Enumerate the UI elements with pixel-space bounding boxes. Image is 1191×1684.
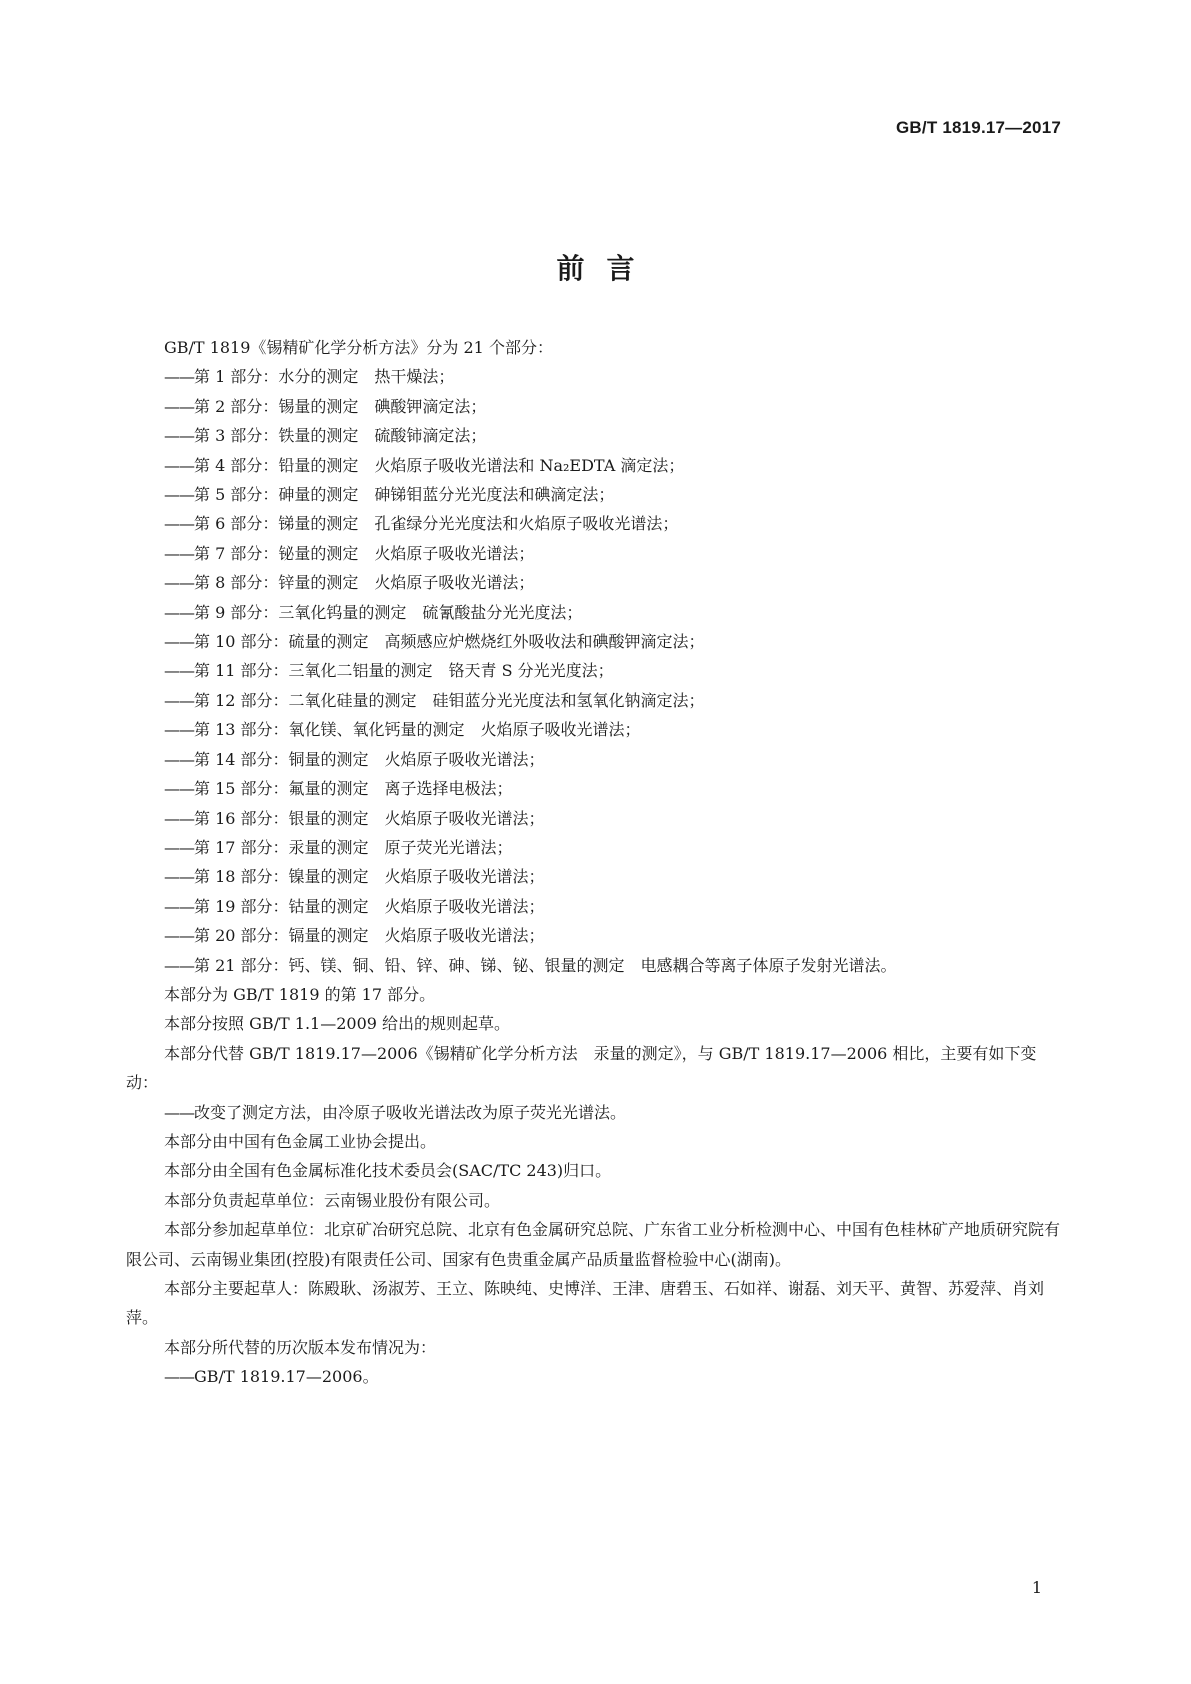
list-item: ——第 20 部分：镉量的测定 火焰原子吸收光谱法； [164,926,545,946]
list-item: ——第 21 部分：钙、镁、铜、铅、锌、砷、锑、铋、银量的测定 电感耦合等离子体原子发射光谱法。 [164,955,897,975]
page-number: 1 [1031,1578,1042,1597]
parts-list [126,362,1063,980]
list-item: ——第 8 部分：锌量的测定 火焰原子吸收光谱法； [164,573,535,593]
list-item: ——第 5 部分：砷量的测定 砷锑钼蓝分光光度法和碘滴定法； [164,485,615,505]
list-item: ——第 7 部分：铋量的测定 火焰原子吸收光谱法； [164,543,535,563]
list-item: ——第 16 部分：银量的测定 火焰原子吸收光谱法； [164,808,545,828]
list-item: ——第 14 部分：铜量的测定 火焰原子吸收光谱法； [164,749,545,769]
paragraph-participating-units: 本部分参加起草单位：北京矿冶研究总院、北京有色金属研究总院、广东省工业分析检测中心、中国有色桂林矿产地质研究院有限公司、云南锡业集团(控股)有限责任公司、国家有色贵重金属产品质量监督检验中心(湖南)。 [126,1220,1061,1269]
list-item: ——第 15 部分：氟量的测定 离子选择电极法； [164,779,513,799]
paragraph-proposed-by: 本部分由中国有色金属工业协会提出。 [164,1131,437,1151]
list-item: ——第 3 部分：铁量的测定 硫酸铈滴定法； [164,426,487,446]
paragraph-replaces: 本部分代替 GB/T 1819.17—2006《锡精矿化学分析方法 汞量的测定》，与 GB/T 1819.17—2006 相比，主要有如下变动： [126,1043,1037,1093]
list-item: ——第 6 部分：锑量的测定 孔雀绿分光光度法和火焰原子吸收光谱法； [164,514,679,534]
list-item: ——第 1 部分：水分的测定 热干燥法； [164,367,455,387]
list-item: ——第 19 部分：钴量的测定 火焰原子吸收光谱法； [164,896,545,916]
paragraph-drafting-rules: 本部分按照 GB/T 1.1—2009 给出的规则起草。 [164,1014,511,1034]
paragraph-part-number: 本部分为 GB/T 1819 的第 17 部分。 [164,984,436,1004]
history-item: ——GB/T 1819.17—2006。 [164,1367,379,1387]
list-item: ——第 9 部分：三氧化钨量的测定 硫氰酸盐分光光度法； [164,602,583,622]
list-item: ——第 10 部分：硫量的测定 高频感应炉燃烧红外吸收法和碘酸钾滴定法； [164,632,705,652]
document-body [126,333,1063,1392]
standard-code: GB/T 1819.17—2017 [896,118,1061,137]
list-item: ——第 12 部分：二氧化硅量的测定 硅钼蓝分光光度法和氢氧化钠滴定法； [164,690,705,710]
list-item: ——第 11 部分：三氧化二铝量的测定 铬天青 S 分光光度法； [164,661,614,681]
page-title: 前言 [556,251,657,285]
paragraph-centralized-by: 本部分由全国有色金属标准化技术委员会(SAC/TC 243)归口。 [164,1161,612,1181]
list-item: ——第 4 部分：铅量的测定 火焰原子吸收光谱法和 Na₂EDTA 滴定法； [164,455,685,475]
paragraph-version-history: 本部分所代替的历次版本发布情况为： [164,1337,437,1357]
intro-paragraph: GB/T 1819《锡精矿化学分析方法》分为 21 个部分： [164,338,553,357]
paragraph-main-drafters: 本部分主要起草人：陈殿耿、汤淑芳、王立、陈映纯、史博洋、王津、唐碧玉、石如祥、谢磊、刘天平、黄智、苏爱萍、肖刘萍。 [126,1279,1045,1328]
list-item: ——第 2 部分：锡量的测定 碘酸钾滴定法； [164,396,487,416]
list-item: ——第 18 部分：镍量的测定 火焰原子吸收光谱法； [164,867,545,887]
list-item: ——第 17 部分：汞量的测定 原子荧光光谱法； [164,837,513,857]
change-item: ——改变了测定方法，由冷原子吸收光谱法改为原子荧光光谱法。 [164,1102,627,1122]
list-item: ——第 13 部分：氧化镁、氧化钙量的测定 火焰原子吸收光谱法； [164,720,641,740]
paragraph-drafting-unit: 本部分负责起草单位：云南锡业股份有限公司。 [164,1190,501,1210]
